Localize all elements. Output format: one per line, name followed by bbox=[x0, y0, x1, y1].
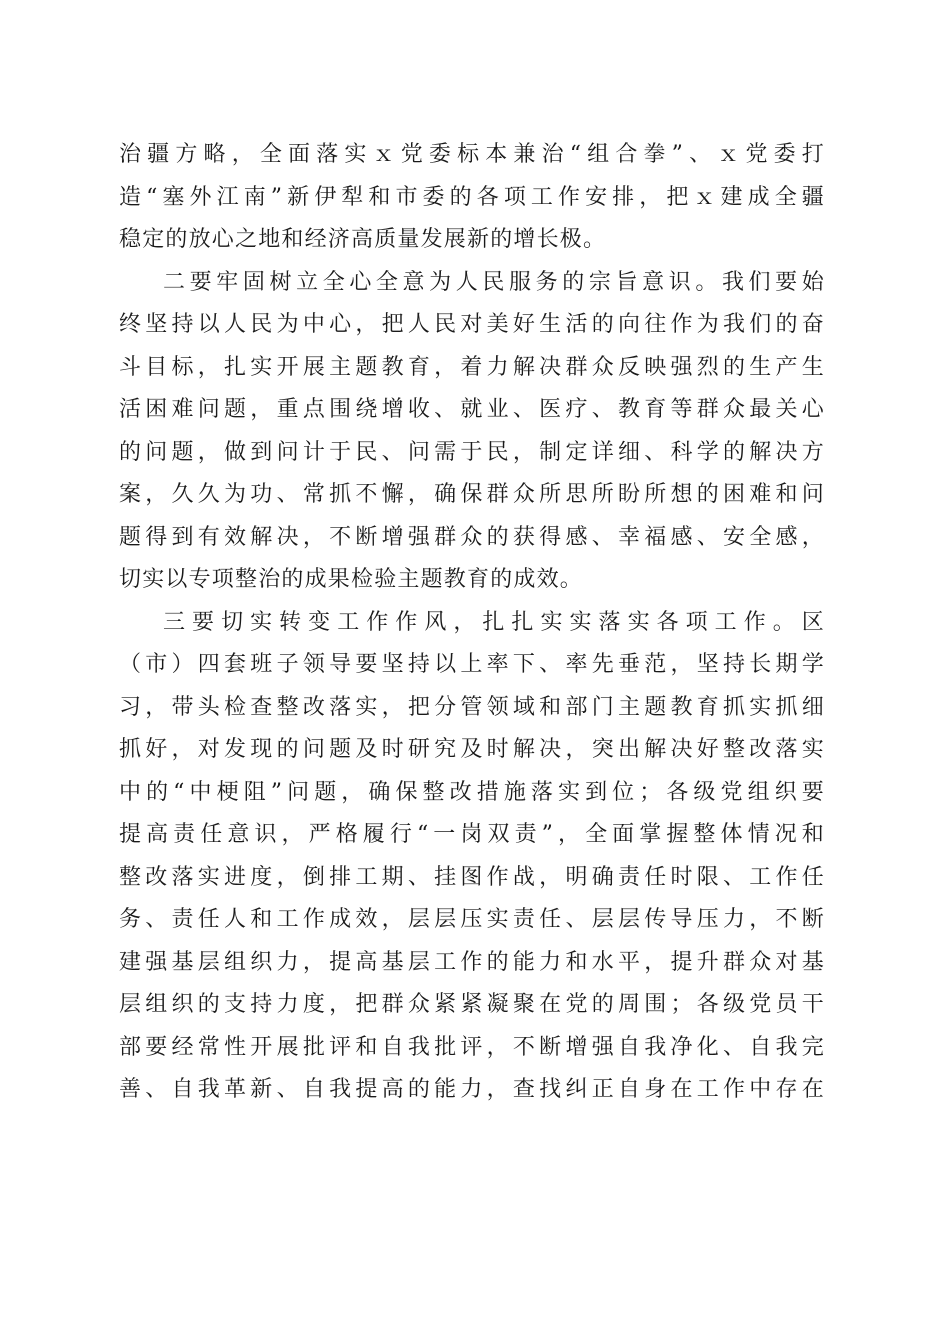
text-line: 建强基层组织力，提高基层工作的能力和水平，提升群众对基 bbox=[119, 949, 825, 975]
text-line: 部要经常性开展批评和自我批评，不断增强自我净化、自我完 bbox=[119, 1034, 825, 1060]
text-line: 习，带头检查整改落实，把分管领域和部门主题教育抓实抓细 bbox=[119, 694, 825, 720]
text-line: 切实以专项整治的成果检验主题教育的成效。 bbox=[119, 567, 584, 592]
paragraph-2-first-line: 二要牢固树立全心全意为人民服务的宗旨意识。我们要始 bbox=[163, 269, 825, 295]
text-line: 务、责任人和工作成效，层层压实责任、层层传导压力，不断 bbox=[119, 907, 825, 932]
text-line: 斗目标，扎实开展主题教育，着力解决群众反映强烈的生产生 bbox=[119, 354, 825, 380]
paragraph-3-first-line: 三要切实转变工作作风，扎扎实实落实各项工作。区 bbox=[163, 609, 825, 635]
text-line: 抓好，对发现的问题及时研究及时解决，突出解决好整改落实 bbox=[119, 737, 825, 762]
text-line: 治疆方略，全面落实ｘ党委标本兼治“组合拳”、ｘ党委打 bbox=[119, 142, 825, 167]
text-line: 终坚持以人民为中心，把人民对美好生活的向往作为我们的奋 bbox=[119, 312, 825, 337]
text-line: 提高责任意识，严格履行“一岗双责”，全面掌握整体情况和 bbox=[119, 822, 825, 847]
text-line: 题得到有效解决，不断增强群众的获得感、幸福感、安全感， bbox=[119, 524, 825, 550]
document-body bbox=[119, 134, 825, 1112]
text-line: 造“塞外江南”新伊犁和市委的各项工作安排，把ｘ建成全疆 bbox=[119, 184, 825, 210]
text-line: 善、自我革新、自我提高的能力，查找纠正自身在工作中存在 bbox=[119, 1077, 825, 1102]
text-line: 活困难问题，重点围绕增收、就业、医疗、教育等群众最关心 bbox=[119, 397, 825, 422]
text-line: 稳定的放心之地和经济高质量发展新的增长极。 bbox=[119, 227, 607, 252]
text-line: （市）四套班子领导要坚持以上率下、率先垂范，坚持长期学 bbox=[119, 652, 825, 677]
text-line: 案，久久为功、常抓不懈，确保群众所思所盼所想的困难和问 bbox=[119, 482, 825, 507]
text-line: 中的“中梗阻”问题，确保整改措施落实到位；各级党组织要 bbox=[119, 779, 825, 805]
text-line: 层组织的支持力度，把群众紧紧凝聚在党的周围；各级党员干 bbox=[119, 992, 825, 1017]
text-line: 的问题，做到问计于民、问需于民，制定详细、科学的解决方 bbox=[119, 439, 825, 465]
text-line: 整改落实进度，倒排工期、挂图作战，明确责任时限、工作任 bbox=[119, 864, 825, 890]
